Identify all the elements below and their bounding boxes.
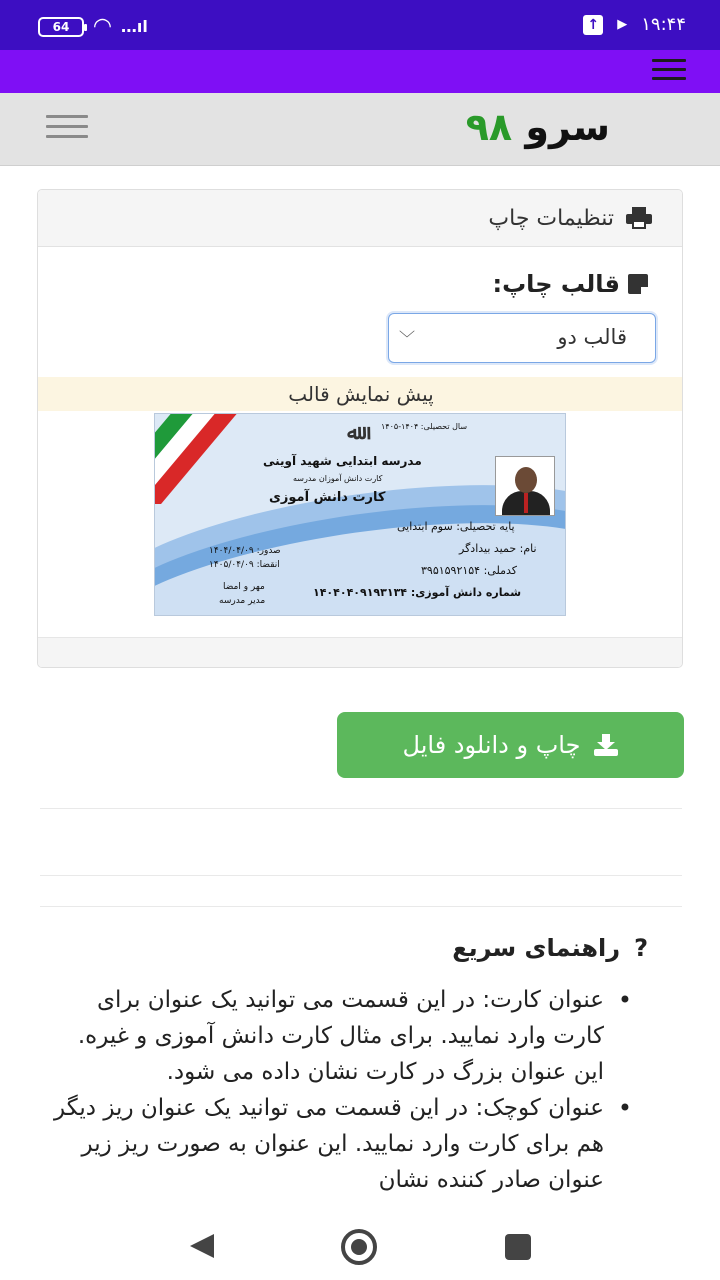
preview-label: پیش نمایش قالب — [38, 377, 683, 411]
back-icon[interactable] — [190, 1234, 214, 1258]
card-title-text: کارت دانش آموزی — [269, 490, 386, 505]
app-header — [0, 93, 720, 166]
academic-year: سال تحصیلی: ۱۴۰۴-۱۴۰۵ — [381, 422, 468, 431]
system-nav-bar — [0, 1212, 720, 1280]
emblem-icon: ﷲ — [347, 420, 359, 444]
site-logo[interactable] — [466, 105, 610, 149]
signal-icon: …ıl — [120, 17, 148, 36]
template-select-value: قالب دو — [557, 325, 627, 349]
download-button-label: چاپ و دانلود فایل — [402, 731, 581, 759]
scroll-fade — [0, 1196, 720, 1212]
clock: ۱۹:۴۴ — [641, 14, 686, 35]
help-item: • عنوان کوچک: در این قسمت می توانید یک عنوان ریز دیگر هم برای کارت وارد نمایید. این عنوان به صورت ریز زیر عنوان صادر کننده نشان — [52, 1090, 632, 1198]
template-select[interactable] — [388, 313, 656, 363]
upload-notification-icon — [583, 15, 603, 35]
logo-number: ۹۸ — [465, 105, 513, 149]
principal-label: مدیر مدرسه — [219, 596, 266, 606]
sidebar-toggle-icon[interactable] — [46, 115, 88, 141]
battery-icon — [38, 17, 84, 37]
grade: پایه تحصیلی: سوم ابتدایی — [397, 520, 515, 533]
print-download-button[interactable] — [337, 712, 684, 778]
divider — [40, 808, 682, 809]
printer-icon — [626, 207, 652, 229]
status-left — [38, 14, 148, 39]
download-icon — [594, 734, 618, 756]
student-number: شماره دانش آموزی: ۱۴۰۴۰۴۰۹۱۹۳۱۳۴ — [313, 586, 522, 599]
top-nav — [0, 50, 720, 93]
school-name: مدرسه ابتدایی شهید آوینی — [263, 454, 422, 468]
play-icon: ▶ — [617, 17, 628, 32]
card-footer — [38, 637, 683, 667]
student-photo — [495, 456, 555, 516]
help-list — [52, 982, 632, 1198]
card-subtitle: کارت دانش آموزان مدرسه — [293, 474, 383, 483]
divider — [40, 906, 682, 907]
sticky-note-icon — [628, 274, 648, 294]
menu-icon[interactable] — [652, 59, 686, 83]
wifi-icon: ◠ — [94, 14, 111, 39]
status-bar — [0, 0, 720, 50]
template-label-text: قالب چاپ: — [492, 270, 620, 298]
id-card-preview — [154, 413, 566, 616]
upload-glyph: ↑ — [587, 16, 600, 33]
help-title — [452, 934, 648, 962]
help-item: • عنوان کارت: در این قسمت می توانید یک عنوان برای کارت وارد نمایید. برای مثال کارت دانش آموزی و غیره. این عنوان بزرگ در کارت نشان داده می شود. — [52, 982, 632, 1090]
battery-level: 64 — [52, 19, 70, 34]
status-right — [583, 14, 686, 35]
student-name: نام: حمید بیدادگر — [459, 542, 537, 555]
print-settings-card — [37, 189, 683, 668]
help-title-text: راهنمای سریع — [452, 934, 621, 962]
card-header — [38, 190, 682, 247]
logo-text: سرو — [525, 105, 610, 149]
divider — [40, 875, 682, 876]
recent-apps-icon[interactable] — [505, 1234, 531, 1260]
template-label — [492, 270, 648, 298]
chevron-down-icon: ﹀ — [399, 329, 416, 348]
card-title: تنظیمات چاپ — [488, 205, 614, 231]
national-code: کدملی: ۳۹۵۱۵۹۲۱۵۴ — [421, 564, 518, 577]
issue-date: صدور: ۱۴۰۴/۰۴/۰۹ — [209, 546, 281, 556]
expiry-date: انقضا: ۱۴۰۵/۰۴/۰۹ — [209, 560, 280, 570]
question-icon: ? — [634, 934, 648, 962]
seal-label: مهر و امضا — [223, 582, 265, 592]
home-icon[interactable] — [341, 1229, 377, 1265]
